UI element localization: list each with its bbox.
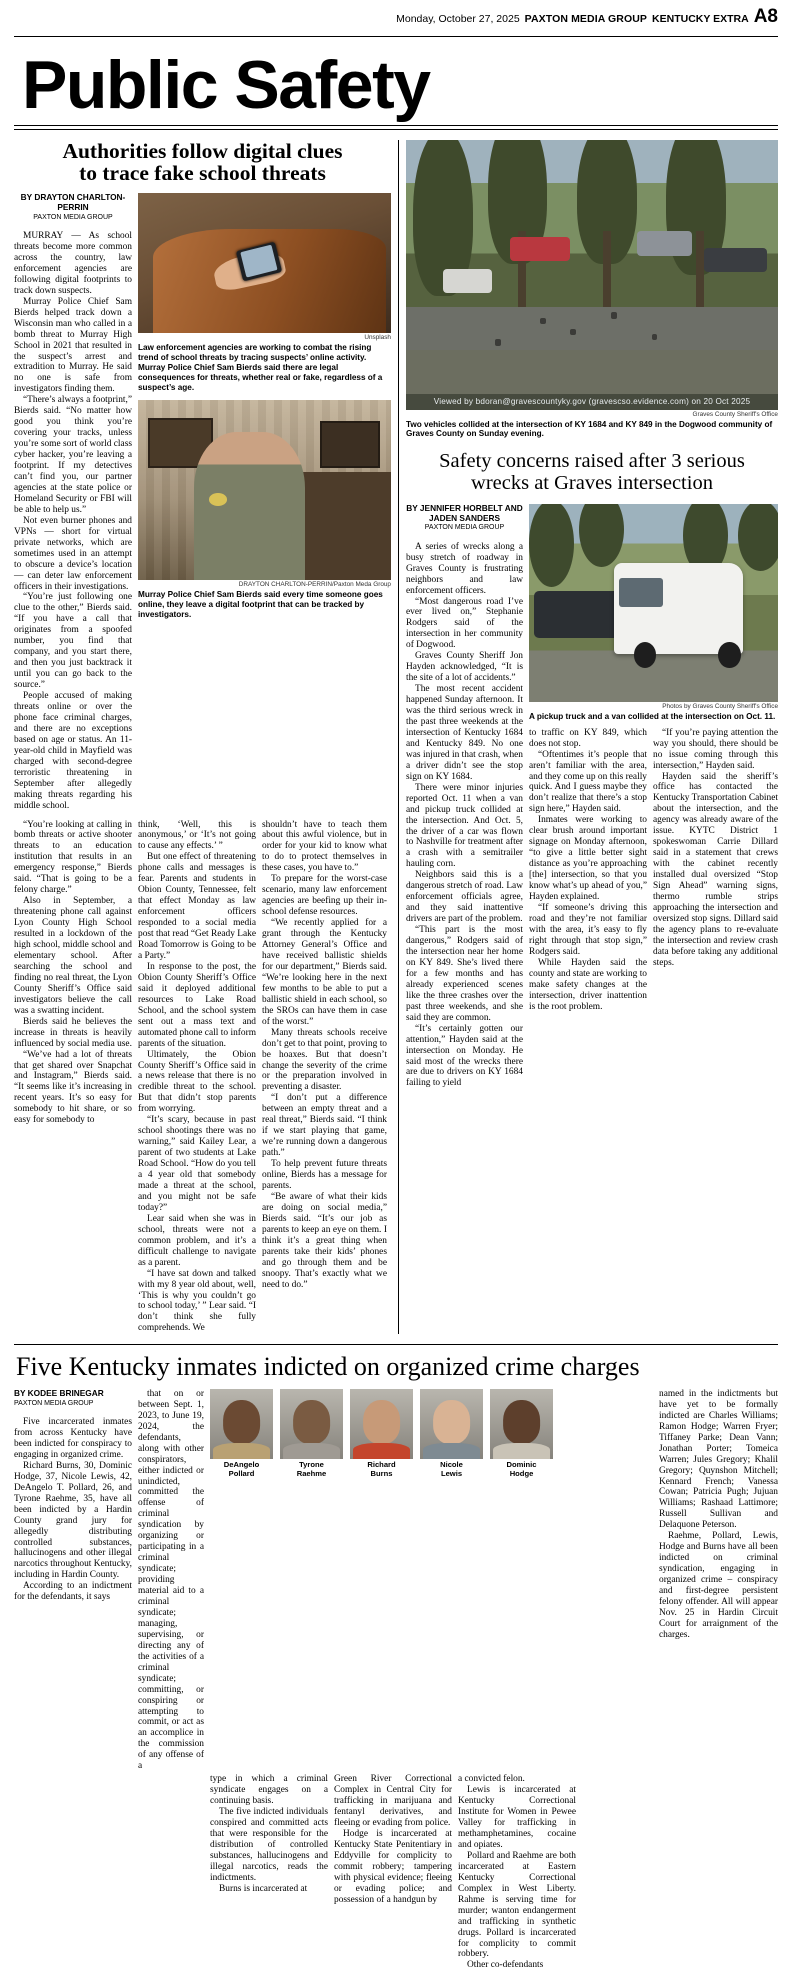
mugshot-name bbox=[350, 1461, 413, 1478]
photo-phone-user bbox=[138, 193, 391, 333]
story3-col4 bbox=[334, 1774, 458, 1971]
story3-col3 bbox=[210, 1774, 334, 1971]
evidence-stamp: Viewed by bdoran@gravescountyky.gov (gravescso.evidence.com) on 20 Oct 2025 bbox=[406, 394, 778, 410]
story1-col3 bbox=[262, 820, 387, 1335]
photo2-cutline: Murray Police Chief Sam Bierds said every time someone goes online, they leave a digital footprint that can be tracked by investigators. bbox=[138, 589, 383, 619]
paragraph: The five indicted individuals conspired and committed acts that were responsible for the distribution of controlled substances, hallucinogens and illegal narcotics, reads the indictments. bbox=[210, 1807, 328, 1883]
paragraph: “It’s scary, because in past school shootings there was no warning,” said Kailey Lear, a parent of two students at Lake Road School. “How do you tell a 4 year old that somebody made a threat at the school, and you might not be safe today?” bbox=[138, 1115, 256, 1213]
mugshot-first-name: Nicole bbox=[440, 1460, 463, 1470]
paragraph: “If someone’s driving this road and they’re not familiar with the area, it’s easy to fly right through that stop sign,” Rodgers said. bbox=[529, 902, 647, 957]
paragraph: Lear said when she was in school, threats were not a common problem, and it’s a difficult challenge to navigate as a parent. bbox=[138, 1213, 256, 1268]
photo-crash-scene bbox=[406, 140, 778, 410]
paragraph: Richard Burns, 30, Dominic Hodge, 37, Nicole Lewis, 42, DeAngelo T. Pollard, 26, and Tyrone Raehme, 35, have all been indicted by a Hardin County grand jury for allegedly distributing controlled substances, hallucinogens and other illegal narcotics throughout Kentucky, including in Hardin County. bbox=[14, 1460, 132, 1581]
story2-byline bbox=[406, 504, 523, 524]
mugshot-tyrone-raehme bbox=[280, 1389, 343, 1479]
story2-byline-line2: JADEN SANDERS bbox=[429, 512, 500, 523]
mugshot-last-name: Hodge bbox=[509, 1469, 534, 1479]
mugshot-dominic-hodge bbox=[490, 1389, 553, 1479]
story2-col3 bbox=[653, 728, 778, 1013]
paragraph: People accused of making threats online or over the phone face criminal charges, and there are no exceptions based on age or status. An 11-year-old child in Mayfield was charged with second-degree terroristic threatening in September after allegedly making threats regarding his middle school. bbox=[14, 691, 132, 811]
story1-col1-top bbox=[14, 231, 132, 812]
photo-van-cutline: A pickup truck and a van collided at the intersection on Oct. 11. bbox=[529, 711, 776, 721]
paragraph: a convicted felon. bbox=[458, 1774, 525, 1785]
story2-col1 bbox=[406, 542, 523, 1090]
story3-byline: BY KODEE BRINEGAR bbox=[14, 1387, 104, 1398]
paragraph: “This part is the most dangerous,” Rodgers said of the intersection near her home on KY 849. She’s lived there for a few months and has already experienced scenes like the three crashes over the past three weekends, and she said they are common. bbox=[406, 925, 523, 1023]
paragraph: Graves County Sheriff Jon Hayden acknowledged, “It is the site of a lot of accidents.” bbox=[406, 651, 523, 684]
story2-credit: PAXTON MEDIA GROUP bbox=[424, 524, 505, 532]
mugshot-nicole-lewis bbox=[420, 1389, 483, 1479]
paragraph: Not even burner phones and VPNs — short for virtual private networks, which are sometimes used in an attempt to obscure a device’s location — can deter law enforcement officers in their investigations. bbox=[14, 515, 132, 592]
photo-van-credit: Photos by Graves County Sheriff's Office bbox=[662, 702, 778, 710]
photo-van-crash bbox=[529, 504, 778, 702]
paragraph: “We recently applied for a grant through the Kentucky Attorney General’s Office and have received ballistic shields for our department,” Bierds said. “We’re looking here in the next few months to be able to put a ballistic shield in each school, so the SROs can have them in case of the worst.” bbox=[262, 918, 387, 1027]
paragraph: Pollard and Raehme are both incarcerated at Eastern Kentucky Correctional Complex in West Liberty. Rahme is serving time for murder; wanton endangerment and trafficking in synthetic drugs. Pollard is incarcerated for complicity to commit robbery. bbox=[458, 1850, 576, 1960]
paragraph: Raehme, Pollard, Lewis, Hodge and Burns have all been indicted on criminal syndication, engaging in organized crime – conspiracy and first-degree persistent felony offender. All will appear Nov. 25 in Hardin Circuit Court for arraignment of the charges. bbox=[659, 1531, 778, 1640]
story3-col1 bbox=[14, 1417, 132, 1603]
mugshot-name bbox=[280, 1461, 343, 1478]
paragraph: Murray Police Chief Sam Bierds helped track down a Wisconsin man who called in a bomb threat to Murray High School in 2021 that resulted in the suspect’s arrest and extradition to Murray. He said no one is safe from investigators finding them. bbox=[14, 296, 132, 395]
paragraph: named in the indictments but have yet to be formally indicted are Charles Williams; Ramon Hodge; Warren Fryer; Tiffaney Parke; Dean Vann; Jonathan Porter; Tomeica Warren; Jules Gregory; Khalil Gregory; Quynshon Mitchell; Kennard French; Vanessa Cowan; Patricia Pugh; Jujuan Williams; Rashaad Lattimore; Russell Sullivan and Delaquone Peterson. bbox=[659, 1388, 778, 1531]
story1-col1-bottom bbox=[14, 820, 138, 1335]
story3-col5 bbox=[458, 1774, 582, 1971]
mugshot-name bbox=[420, 1461, 483, 1478]
mugshot-name bbox=[490, 1461, 553, 1478]
paragraph: “Oftentimes it’s people that aren’t familiar with the area, and they come up on this really quick. And I guess maybe they don’t realize that there’s a stop sign here,” Hayden said. bbox=[529, 749, 647, 815]
mugshot-richard-burns bbox=[350, 1389, 413, 1479]
mugshot-first-name: Tyrone bbox=[299, 1460, 324, 1470]
paragraph: A series of wrecks along a busy stretch of roadway in Graves County is frustrating neighbors and law enforcement officers. bbox=[406, 541, 523, 596]
paragraph: “If you’re paying attention the way you should, there should be no issue coming through this intersection,” Hayden said. bbox=[653, 727, 778, 771]
mugshot-deangelo-pollard bbox=[210, 1389, 273, 1479]
photo-crash-cutline: Two vehicles collided at the intersection of KY 1684 and KY 849 in the Dogwood community of Graves County on Sunday evening. bbox=[406, 419, 773, 439]
paragraph: shouldn’t have to teach them about this awful violence, but in order for your kid to know what to do to protect themselves in these cases, you have to.” bbox=[262, 819, 387, 874]
mugshot-first-name: Richard bbox=[367, 1460, 396, 1470]
story3-credit: PAXTON MEDIA GROUP bbox=[14, 1399, 94, 1407]
mugshot-image bbox=[280, 1389, 343, 1460]
story2-byline-line1: BY JENNIFER HORBELT AND bbox=[406, 502, 523, 513]
paragraph: Neighbors said this is a dangerous stretch of road. Law enforcement officials agree, and they said inattentive drivers are part of the problem. bbox=[406, 870, 523, 925]
folio-bar bbox=[14, 0, 778, 34]
photo1-credit: Unsplash bbox=[364, 334, 391, 342]
section-title: Public Safety bbox=[22, 47, 430, 123]
paragraph: Also in September, a threatening phone call against Lyon County High School resulted in a lockdown of the high school, middle school and elementary school. After searching the school and finding no real threat, the Lyon County Sheriff’s Office said investigators believe the call was a swatting incident. bbox=[14, 896, 132, 1016]
paragraph: “We’ve had a lot of threats that get shared over Snapchat and Instagram,” Bierds said. “It seems like it’s increasing in recent years. It’s so easy for somebody to hit share, or so easy for somebody to bbox=[14, 1049, 132, 1126]
paragraph: “You’re just following one clue to the other,” Bierds said. “If you have a call that originates from a spoofed number, you find that company, and you start there, and then you just backtrack it until you can go back to the source.” bbox=[14, 592, 132, 691]
folio-edition: KENTUCKY EXTRA bbox=[652, 13, 749, 25]
paragraph: There were minor injuries reported Oct. 11 when a van and pickup truck collided at the intersection. And Oct. 5, the driver of a car was flown to Nashville for treatment after a crash with a semitrailer hauling corn. bbox=[406, 782, 523, 870]
paragraph: Five incarcerated inmates from across Kentucky have been indicted for conspiracy to engaging in organized crime. bbox=[14, 1417, 132, 1460]
story1-col2 bbox=[138, 820, 262, 1335]
paragraph: type in which a criminal syndicate engages on a continuing basis. bbox=[210, 1774, 328, 1807]
paragraph: Other co-defendants bbox=[467, 1960, 544, 1971]
photo1-cutline: Law enforcement agencies are working to combat the rising trend of school threats by tracing suspects’ online activity. Murray Police Chief Sam Bierds said there are legal consequences for threats, whether real or fake, regardless of a suspect’s age. bbox=[138, 343, 383, 392]
story2-headline-line2: wrecks at Graves intersection bbox=[471, 472, 713, 495]
photo-crash-credit: Graves County Sheriff's Office bbox=[692, 410, 778, 418]
paragraph: According to an indictment for the defendants, it says bbox=[14, 1581, 132, 1603]
story1-credit: PAXTON MEDIA GROUP bbox=[33, 213, 113, 221]
paragraph: Hayden said the sheriff’s office has contacted the Kentucky Transportation Cabinet about the intersection, and the agency was already aware of the issue. KYTC District 1 spokeswoman Carrie Dillard said in a statement that crews with the cabinet recently installed dual oversized “Stop Sign Ahead” warning signs, thermo rumble strips approaching the intersection and oversized stop signs. Dillard said the agency plans to re-evaluate the intersection and review crash data before taking any additional steps. bbox=[653, 771, 778, 968]
story3-col2 bbox=[138, 1389, 210, 1772]
mugshot-image bbox=[490, 1389, 553, 1460]
story2-headline-line1: Safety concerns raised after 3 serious bbox=[439, 450, 745, 473]
story1-byline: BY DRAYTON CHARLTON-PERRIN bbox=[20, 192, 126, 212]
story3-col6 bbox=[653, 1389, 778, 1772]
paragraph: “It’s certainly gotten our attention,” Hayden said at the intersection on Monday. He said most of the wrecks there are due to drivers on KY 1684 failing to yield bbox=[406, 1023, 523, 1089]
folio-page-number: A8 bbox=[753, 6, 778, 27]
paragraph: think, ‘Well, this is anonymous,’ or ‘It’s not going to cause any effects.’ ” bbox=[138, 819, 256, 852]
paragraph: Ultimately, the Obion County Sheriff’s Office said in a news release that there is no credible threat to the school. But that didn’t stop parents from worrying. bbox=[138, 1049, 256, 1115]
photo-police-chief bbox=[138, 400, 391, 580]
paragraph: Lewis is incarcerated at Kentucky Correctional Institute for Women in Pewee Valley for trafficking in methamphetamines, cocaine and opiates. bbox=[458, 1785, 576, 1850]
paragraph: To prepare for the worst-case scenario, many law enforcement agencies are beefing up their in-school defense resources. bbox=[262, 874, 387, 918]
mugshot-name bbox=[210, 1461, 273, 1478]
mugshot-last-name: Lewis bbox=[440, 1469, 463, 1479]
paragraph: In response to the post, the Obion County Sheriff’s Office said it deployed additional resources to Lake Road School, and the school system sent out a mass text and automated phone call to inform parents of the situation. bbox=[138, 961, 256, 1049]
paragraph: Inmates were working to clear brush around important signage on Monday afternoon, “to give a little better sight distance as you’re approaching [the] intersection, so that you know what’s up ahead of you,” Hayden explained. bbox=[529, 815, 647, 902]
paragraph: Bierds said he believes the increase in threats is heavily influenced by social media use. bbox=[14, 1016, 132, 1049]
story2-col2 bbox=[529, 728, 653, 1013]
mugshot-image bbox=[420, 1389, 483, 1460]
paragraph: “There’s always a footprint,” Bierds said. “No matter how good you think you’re covering your tracks, unless you’re some sort of world class cyber hacker, you’re leaving a footprint. If my detectives can’t find you, our partner agencies at the state police or Homeland Security or FBI will be able to help us.” bbox=[14, 395, 132, 515]
photo2-credit: DRAYTON CHARLTON-PERRIN/Paxton Meda Group bbox=[238, 580, 391, 588]
paragraph: “I have sat down and talked with my 8 year old about, well, ‘This is why you couldn’t go to school today,’ ” Lear said. “I don’t think she fully comprehends. We bbox=[138, 1268, 256, 1334]
mugshot-first-name: Dominic bbox=[506, 1460, 537, 1470]
folio-publisher: PAXTON MEDIA GROUP bbox=[524, 13, 648, 25]
mugshot-image bbox=[210, 1389, 273, 1460]
paragraph: Burns is incarcerated at bbox=[219, 1883, 308, 1894]
paragraph: Hodge is incarcerated at Kentucky State Penitentiary in Eddyville for complicity to commit robbery; tampering with physical evidence; fleeing or evading police; and possession of a handgun by bbox=[334, 1829, 452, 1905]
paragraph: “You’re looking at calling in bomb threats or active shooter threats to an education institution that results in an emergency response,” Bierds said. “That is going to be a felony charge.” bbox=[14, 819, 132, 896]
paragraph: Many threats schools receive don’t get to that point, proving to be hoaxes. But that doesn’t change the severity of the crime or the preparation involved in preventing a disaster. bbox=[262, 1027, 387, 1093]
paragraph: Green River Correctional Complex in Central City for trafficking in marijuana and fentanyl derivatives, and fleeing or evading from police. bbox=[334, 1774, 452, 1829]
paragraph: The most recent accident happened Sunday afternoon. It was the third serious wreck in the past three weekends at the intersection of Kentucky 1684 and Kentucky 849. No one was injured in that crash, when a driver didn’t see the stop sign on KY 1684. bbox=[406, 684, 523, 782]
mugshot-last-name: Pollard bbox=[228, 1469, 255, 1479]
story1-headline-line1: Authorities follow digital clues bbox=[62, 138, 343, 163]
mugshot-last-name: Raehme bbox=[296, 1469, 327, 1479]
paragraph: While Hayden said the county and state are working to make safety changes at the intersection, driver inattention is the root problem. bbox=[529, 957, 647, 1012]
mugshot-last-name: Burns bbox=[370, 1469, 393, 1479]
mugshot-image bbox=[350, 1389, 413, 1460]
story1-headline bbox=[14, 140, 391, 194]
story2-headline bbox=[406, 439, 778, 503]
paragraph: “Most dangerous road I’ve ever lived on,” Stephanie Rodgers said of the intersection in her community of Dogwood. bbox=[406, 596, 523, 651]
paragraph: “I don’t put a difference between an empty threat and a real threat,” Bierds said. “I think if we start playing that game, we’re running down a dangerous path.” bbox=[262, 1093, 387, 1159]
paragraph: But one effect of threatening phone calls and messages is fear. Parents and students in Obion County, Tennessee, felt that effect Monday as law enforcement officers responded to a social media post that read “Get Ready Lake Road Tomorrow is Going to be a Party.” bbox=[138, 852, 256, 961]
paragraph: MURRAY — As school threats become more common across the country, law enforcement agencies are following digital footprints to track down suspects. bbox=[14, 231, 132, 296]
mugshot-first-name: DeAngelo bbox=[223, 1460, 260, 1470]
paragraph: “Be aware of what their kids are doing on social media,” Bierds said. “It’s our job as parents to keep an eye on them. I think it’s a great thing when parents take their kids’ phones and go through them and be snoopy. That’s exactly what we need to do.” bbox=[262, 1191, 387, 1290]
paragraph: To help prevent future threats online, Bierds has a message for parents. bbox=[262, 1159, 387, 1191]
story1-headline-line2: to trace fake school threats bbox=[79, 161, 326, 186]
folio-date: Monday, October 27, 2025 bbox=[396, 13, 520, 25]
story3-headline: Five Kentucky inmates indicted on organized crime charges bbox=[16, 1352, 640, 1382]
paragraph: to traffic on KY 849, which does not stop. bbox=[529, 727, 647, 749]
paragraph: that on or between Sept. 1, 2023, to June 19, 2024, the defendants, along with other conspirators, either indicted or unindicted, committed the offense of criminal syndication by organizing or participating in a criminal syndicate; providing material aid to a criminal syndicate; managing, supervising, or directing any of the activities of a criminal syndicate; committing, or conspiring or attempting to commit, or act as an accomplice in the commission of any offense of a bbox=[138, 1388, 204, 1772]
